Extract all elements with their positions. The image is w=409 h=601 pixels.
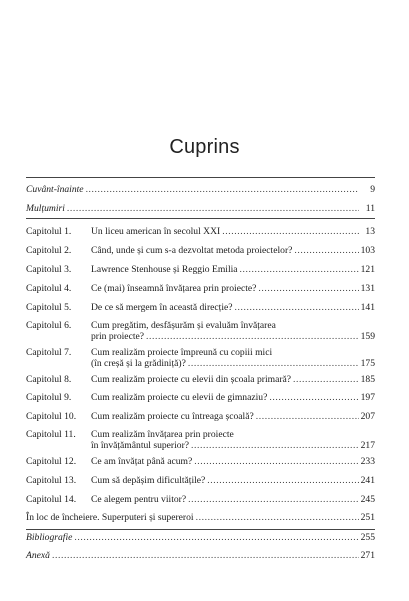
chapter-title: Ce am învățat până acum? xyxy=(91,456,193,467)
chapter-label: Capitolul 10. xyxy=(26,411,77,422)
toc-page-number: 251 xyxy=(360,512,375,523)
leader-dots xyxy=(207,475,358,486)
chapter-title: De ce să mergem în această direcție? xyxy=(91,302,233,313)
toc-entry-back[interactable] xyxy=(26,532,375,543)
chapter-title: Ce alegem pentru viitor? xyxy=(91,494,187,505)
leader-dots xyxy=(188,494,359,505)
toc-page-number: 271 xyxy=(360,550,375,561)
toc-entry-front[interactable] xyxy=(26,203,375,214)
toc-entry-chapter[interactable] xyxy=(26,226,375,237)
toc-entry-chapter[interactable] xyxy=(26,494,375,505)
chapter-label: Capitolul 11. xyxy=(26,429,76,440)
toc-entry-chapter[interactable] xyxy=(26,392,375,403)
chapter-label: Capitolul 5. xyxy=(26,302,72,313)
toc-entry-back[interactable] xyxy=(26,550,375,561)
leader-dots xyxy=(194,456,358,467)
leader-dots xyxy=(191,440,359,451)
toc-page-number: 185 xyxy=(360,374,375,385)
leader-dots xyxy=(240,264,359,275)
leader-dots xyxy=(235,302,359,313)
toc-page-number: 141 xyxy=(360,302,375,313)
toc-page-number: 103 xyxy=(360,245,375,256)
toc-page-number: 121 xyxy=(360,264,375,275)
leader-dots xyxy=(258,283,358,294)
toc-page-number: 175 xyxy=(360,358,375,369)
front-rule xyxy=(26,218,375,219)
leader-dots xyxy=(256,411,359,422)
chapter-label: Capitolul 7. xyxy=(26,347,72,358)
chapter-title: Cum să depășim dificultățile? xyxy=(91,475,206,486)
toc-entry-chapter[interactable] xyxy=(26,347,375,369)
toc-page-number: 255 xyxy=(360,532,375,543)
page-title: Cuprins xyxy=(169,136,240,158)
toc-page-number: 13 xyxy=(365,226,375,237)
toc-entry-chapter[interactable] xyxy=(26,283,375,294)
toc-entry-chapter[interactable] xyxy=(26,456,375,467)
toc-page-number: 233 xyxy=(360,456,375,467)
toc-page-number: 241 xyxy=(360,475,375,486)
toc-page-number: 131 xyxy=(360,283,375,294)
toc-entry-chapter[interactable] xyxy=(26,302,375,313)
toc-entry-closing[interactable] xyxy=(26,512,375,523)
leader-dots xyxy=(196,512,359,523)
chapter-label: Capitolul 6. xyxy=(26,320,72,331)
toc-entry-chapter[interactable] xyxy=(26,475,375,486)
leader-dots xyxy=(86,184,359,195)
chapter-title: Cum realizăm învățarea prin proiecte xyxy=(91,429,234,440)
toc-entry-chapter[interactable] xyxy=(26,245,375,256)
closing-title: În loc de încheiere. Superputeri și supereroi xyxy=(26,512,194,523)
chapter-label: Capitolul 13. xyxy=(26,475,77,486)
leader-dots xyxy=(293,374,359,385)
chapter-title: Lawrence Stenhouse și Reggio Emilia xyxy=(91,264,238,275)
toc-entry-title: Anexă xyxy=(26,550,50,561)
chapter-title: Cum realizăm proiecte cu întreaga școală? xyxy=(91,411,254,422)
leader-dots xyxy=(52,550,359,561)
toc-entry-chapter[interactable] xyxy=(26,374,375,385)
chapter-title: Ce (mai) înseamnă învățarea prin proiecte? xyxy=(91,283,257,294)
chapter-title: Cum realizăm proiecte împreună cu copiii mici xyxy=(91,347,273,358)
toc-page-number: 9 xyxy=(370,184,375,195)
chapter-title: Când, unde și cum s-a dezvoltat metoda proiectelor? xyxy=(91,245,293,256)
leader-dots xyxy=(74,532,358,543)
chapter-title: (în creșă și la grădiniță)? xyxy=(91,358,186,369)
back-rule xyxy=(26,529,375,530)
leader-dots xyxy=(222,226,359,237)
toc-entry-title: Mulțumiri xyxy=(26,203,65,214)
chapter-title: Un liceu american în secolul XXI xyxy=(91,226,221,237)
toc-entry-front[interactable] xyxy=(26,184,375,195)
toc-page-number: 207 xyxy=(360,411,375,422)
chapter-label: Capitolul 9. xyxy=(26,392,72,403)
chapter-title: Cum pregătim, desfășurăm și evaluăm învățarea xyxy=(91,320,276,331)
leader-dots xyxy=(269,392,358,403)
chapter-label: Capitolul 8. xyxy=(26,374,72,385)
toc-entry-title: Bibliografie xyxy=(26,532,73,543)
toc-page-number: 217 xyxy=(360,440,375,451)
chapter-label: Capitolul 14. xyxy=(26,494,77,505)
chapter-title: în învățământul superior? xyxy=(91,440,190,451)
leader-dots xyxy=(188,358,359,369)
toc-entry-chapter[interactable] xyxy=(26,320,375,342)
toc-entry-chapter[interactable] xyxy=(26,429,375,451)
chapter-title: Cum realizăm proiecte cu elevii de gimnaziu? xyxy=(91,392,268,403)
chapter-title: Cum realizăm proiecte cu elevii din școala primară? xyxy=(91,374,292,385)
top-rule xyxy=(26,177,375,178)
chapter-title: prin proiecte? xyxy=(91,331,145,342)
leader-dots xyxy=(294,245,358,256)
chapter-label: Capitolul 3. xyxy=(26,264,72,275)
leader-dots xyxy=(67,203,359,214)
chapter-label: Capitolul 2. xyxy=(26,245,72,256)
chapter-label: Capitolul 1. xyxy=(26,226,72,237)
toc-page-number: 245 xyxy=(360,494,375,505)
toc-page-number: 159 xyxy=(360,331,375,342)
leader-dots xyxy=(146,331,359,342)
toc-entry-title: Cuvânt-înainte xyxy=(26,184,84,195)
toc-entry-chapter[interactable] xyxy=(26,264,375,275)
chapter-label: Capitolul 4. xyxy=(26,283,72,294)
toc-page-number: 11 xyxy=(365,203,375,214)
toc-entry-chapter[interactable] xyxy=(26,411,375,422)
chapter-label: Capitolul 12. xyxy=(26,456,77,467)
toc-page-number: 197 xyxy=(360,392,375,403)
